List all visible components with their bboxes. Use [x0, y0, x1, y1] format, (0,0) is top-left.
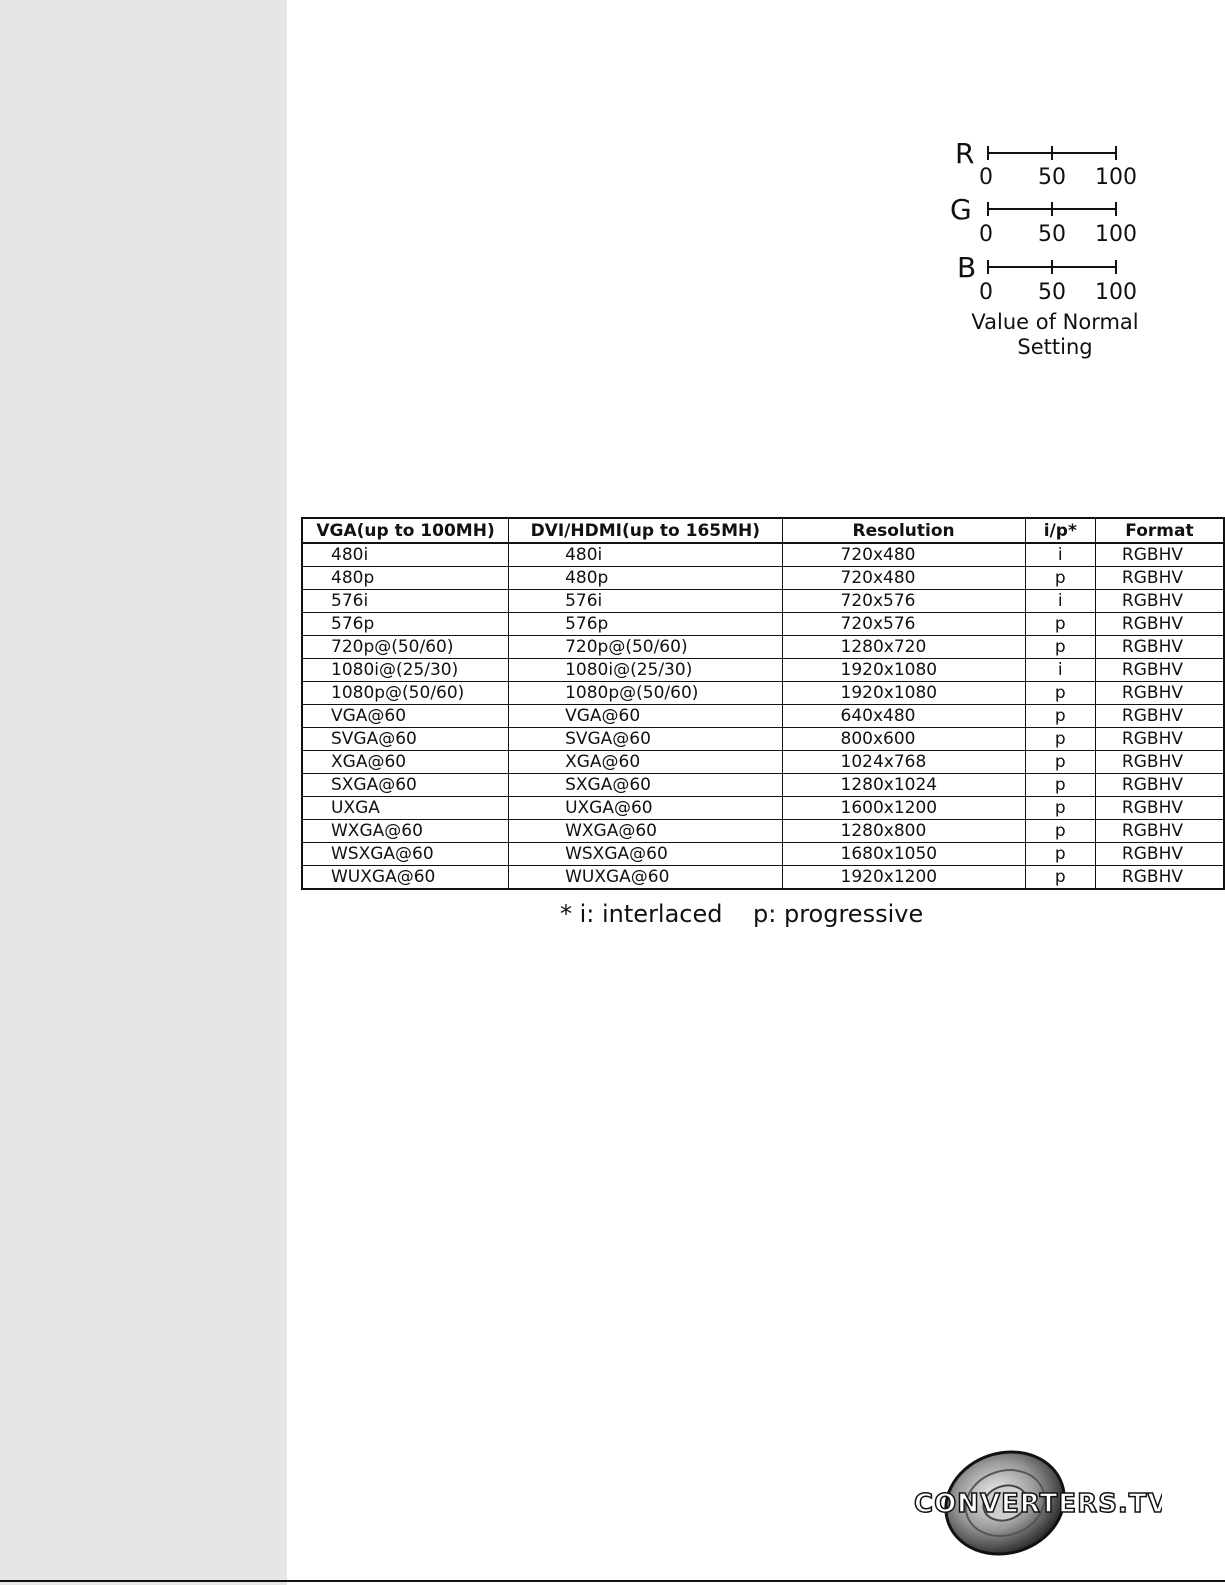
table-cell: WSXGA@60	[302, 843, 509, 866]
table-cell: 1600x1200	[782, 797, 1025, 820]
logo-text: CONVERTERS.TV	[914, 1489, 1162, 1519]
table-cell: 1024x768	[782, 751, 1025, 774]
table-header-row	[302, 518, 1224, 543]
table-cell: 576i	[509, 590, 782, 613]
column-header: i/p*	[1025, 518, 1095, 543]
table-cell: UXGA	[302, 797, 509, 820]
tick-label: 0	[979, 280, 993, 305]
table-cell: 720p@(50/60)	[302, 636, 509, 659]
table-cell: 640x480	[782, 705, 1025, 728]
column-header: DVI/HDMI(up to 165MH)	[509, 518, 782, 543]
table-cell: WXGA@60	[302, 820, 509, 843]
table-cell: p	[1025, 797, 1095, 820]
table-cell: RGBHV	[1095, 567, 1224, 590]
scale-tick	[1115, 202, 1117, 216]
scale-tick	[987, 260, 989, 274]
table-cell: 576p	[509, 613, 782, 636]
table-cell: RGBHV	[1095, 797, 1224, 820]
table-cell: 1920x1080	[782, 659, 1025, 682]
table-row	[302, 636, 1224, 659]
table-cell: RGBHV	[1095, 728, 1224, 751]
scale-tick	[1051, 260, 1053, 274]
converters-tv-logo	[912, 1450, 1162, 1560]
table-cell: SXGA@60	[302, 774, 509, 797]
page-margin-sidebar	[0, 0, 287, 1585]
table-footnote: * i: interlaced p: progressive	[560, 900, 924, 928]
table-cell: RGBHV	[1095, 774, 1224, 797]
table-cell: 1920x1200	[782, 866, 1025, 890]
table-row	[302, 797, 1224, 820]
table-cell: p	[1025, 728, 1095, 751]
table-cell: 1080i@(25/30)	[509, 659, 782, 682]
logo-graphic	[912, 1450, 1162, 1560]
table-cell: p	[1025, 567, 1095, 590]
page-bottom-rule	[0, 1580, 1225, 1582]
tick-label: 100	[1095, 280, 1137, 305]
scale-tick	[987, 146, 989, 160]
scale-tick	[1115, 146, 1117, 160]
table-row	[302, 567, 1224, 590]
table-row	[302, 774, 1224, 797]
table-cell: SVGA@60	[509, 728, 782, 751]
tick-label: 50	[1038, 280, 1066, 305]
table-cell: 1080i@(25/30)	[302, 659, 509, 682]
table-cell: 480i	[509, 543, 782, 567]
table-cell: XGA@60	[302, 751, 509, 774]
table-cell: SVGA@60	[302, 728, 509, 751]
table-cell: p	[1025, 682, 1095, 705]
table-row	[302, 543, 1224, 567]
table-cell: WUXGA@60	[331, 867, 436, 887]
scale-tick	[1051, 202, 1053, 216]
table-cell: p	[1025, 636, 1095, 659]
scale-tick	[1115, 260, 1117, 274]
table-cell: RGBHV	[1095, 705, 1224, 728]
scale-letter: R	[955, 137, 975, 170]
table-cell: 720x480	[782, 543, 1025, 567]
table-cell: p	[1025, 820, 1095, 843]
tick-label: 50	[1038, 222, 1066, 247]
table-row	[302, 682, 1224, 705]
table-cell: RGBHV	[1095, 843, 1224, 866]
table-cell: WUXGA@60	[509, 866, 782, 890]
table-cell: RGBHV	[1095, 751, 1224, 774]
table-cell: 800x600	[782, 728, 1025, 751]
table-cell: RGBHV	[1095, 543, 1224, 567]
table-cell: 720x576	[782, 590, 1025, 613]
table-cell: RGBHV	[1095, 590, 1224, 613]
table-cell: p	[1025, 843, 1095, 866]
table-cell: WXGA@60	[509, 820, 782, 843]
scale-tick	[1051, 146, 1053, 160]
table-cell: 1080p@(50/60)	[302, 682, 509, 705]
table-cell: 576i	[302, 590, 509, 613]
table-cell: i	[1025, 659, 1095, 682]
table-cell: p	[1025, 613, 1095, 636]
table-cell: 480p	[302, 567, 509, 590]
table-cell: 1280x720	[782, 636, 1025, 659]
table-row	[302, 866, 1224, 890]
table-cell: 720x576	[782, 613, 1025, 636]
table-cell: 576p	[302, 613, 509, 636]
scale-letter: B	[957, 251, 977, 284]
table-cell: VGA@60	[509, 705, 782, 728]
table-cell: 1280x800	[782, 820, 1025, 843]
scale-tick	[987, 202, 989, 216]
table-cell: 1280x1024	[782, 774, 1025, 797]
table-cell: XGA@60	[509, 751, 782, 774]
scale-caption-line2: Setting	[1017, 335, 1093, 359]
table-cell: RGBHV	[1095, 866, 1224, 890]
table-cell: RGBHV	[1095, 636, 1224, 659]
tick-label: 50	[1038, 165, 1066, 190]
table-cell: 720p@(50/60)	[509, 636, 782, 659]
column-header: Resolution	[782, 518, 1025, 543]
table-cell: RGBHV	[1095, 659, 1224, 682]
resolution-table	[301, 517, 1225, 890]
table-row	[302, 613, 1224, 636]
table-cell: p	[1025, 866, 1095, 890]
tick-label: 100	[1095, 222, 1137, 247]
table-cell: 480p	[509, 567, 782, 590]
table-row	[302, 705, 1224, 728]
table-cell: p	[1025, 774, 1095, 797]
table-cell: i	[1025, 543, 1095, 567]
table-cell: WSXGA@60	[509, 843, 782, 866]
tick-label: 0	[979, 165, 993, 190]
tick-label: 0	[979, 222, 993, 247]
table-row	[302, 751, 1224, 774]
table-row	[302, 843, 1224, 866]
table-cell: p	[1025, 705, 1095, 728]
scale-letter: G	[950, 193, 972, 226]
table-cell: 480i	[302, 543, 509, 567]
table-cell: RGBHV	[1095, 820, 1224, 843]
table-cell: UXGA@60	[509, 797, 782, 820]
rgb-scale-figure	[940, 130, 1170, 370]
table-cell: 720x480	[782, 567, 1025, 590]
table-row	[302, 590, 1224, 613]
scale-caption-line1: Value of Normal	[971, 310, 1139, 334]
table-cell: 1080p@(50/60)	[509, 682, 782, 705]
table-cell: 1680x1050	[782, 843, 1025, 866]
table-cell: p	[1025, 751, 1095, 774]
table-cell: VGA@60	[302, 705, 509, 728]
table-row	[302, 820, 1224, 843]
table-cell: RGBHV	[1095, 682, 1224, 705]
table-row	[302, 659, 1224, 682]
column-header: Format	[1095, 518, 1224, 543]
table-cell: RGBHV	[1095, 613, 1224, 636]
tick-label: 100	[1095, 165, 1137, 190]
column-header: VGA(up to 100MH)	[302, 518, 509, 543]
table-cell: 1920x1080	[782, 682, 1025, 705]
table-cell: SXGA@60	[509, 774, 782, 797]
table-cell: i	[1025, 590, 1095, 613]
table-row	[302, 728, 1224, 751]
